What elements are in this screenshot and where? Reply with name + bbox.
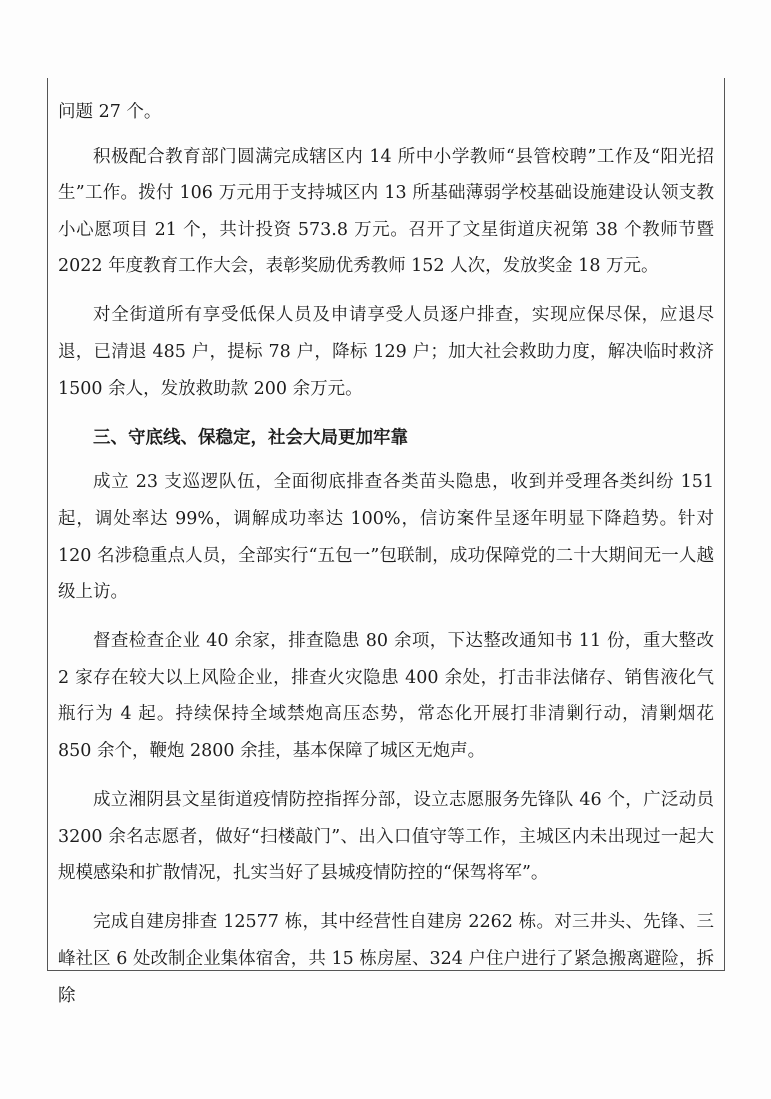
paragraph-safety-inspection: 督查检查企业 40 余家，排查隐患 80 余项，下达整改通知书 11 份，重大整改 2 家存在较大以上风险企业，排查火灾隐患 400 余处，打击非法储存、销售液化气瓶行为 4 起。持续保持全域禁炮高压态势，常态化开展打非清剿行动，清剿烟花 850 余个，鞭炮 2800 余挂，基本保障了城区无炮声。 xyxy=(58,631,714,761)
paragraph-housing-inspection: 完成自建房排查 12577 栋，其中经营性自建房 2262 栋。对三井头、先锋、三峰社区 6 处改制企业集体宿舍，共 15 栋房屋、324 户住户进行了紧急搬离避险，拆除 xyxy=(58,912,714,1006)
document-body xyxy=(58,94,714,1027)
paragraph-epidemic-control: 成立湘阴县文星街道疫情防控指挥分部，设立志愿服务先锋队 46 个，广泛动员 3200 余名志愿者，做好“扫楼敲门”、出入口值守等工作，主城区内未出现过一起大规模感染和扩散情况，扎实当好了县城疫情防控的“保驾将军”。 xyxy=(58,790,714,884)
content-frame xyxy=(47,78,725,1006)
paragraph-social-assistance: 对全街道所有享受低保人员及申请享受人员逐户排查，实现应保尽保，应退尽退，已清退 485 户，提标 78 户，降标 129 户；加大社会救助力度，解决临时救济 1500 余人，发放救助款 200 余万元。 xyxy=(58,305,714,399)
paragraph-continued: 问题 27 个。 xyxy=(58,102,162,122)
section-heading-stability: 三、守底线、保稳定，社会大局更加牢靠 xyxy=(93,427,408,448)
paragraph-education: 积极配合教育部门圆满完成辖区内 14 所中小学教师“县管校聘”工作及“阳光招生”工作。拨付 106 万元用于支持城区内 13 所基础薄弱学校基础设施建设认领支教小心愿项目 21 个，共计投资 573.8 万元。召开了文星街道庆祝第 38 个教师节暨 2022 年度教育工作大会，表彰奖励优秀教师 152 人次，发放奖金 18 万元。 xyxy=(58,146,714,277)
paragraph-patrol: 成立 23 支巡逻队伍，全面彻底排查各类苗头隐患，收到并受理各类纠纷 151 起，调处率达 99%，调解成功率达 100%，信访案件呈逐年明显下降趋势。针对 120 名涉稳重点人员，全部实行“五包一”包联制，成功保障党的二十大期间无一人越级上访。 xyxy=(58,472,714,603)
